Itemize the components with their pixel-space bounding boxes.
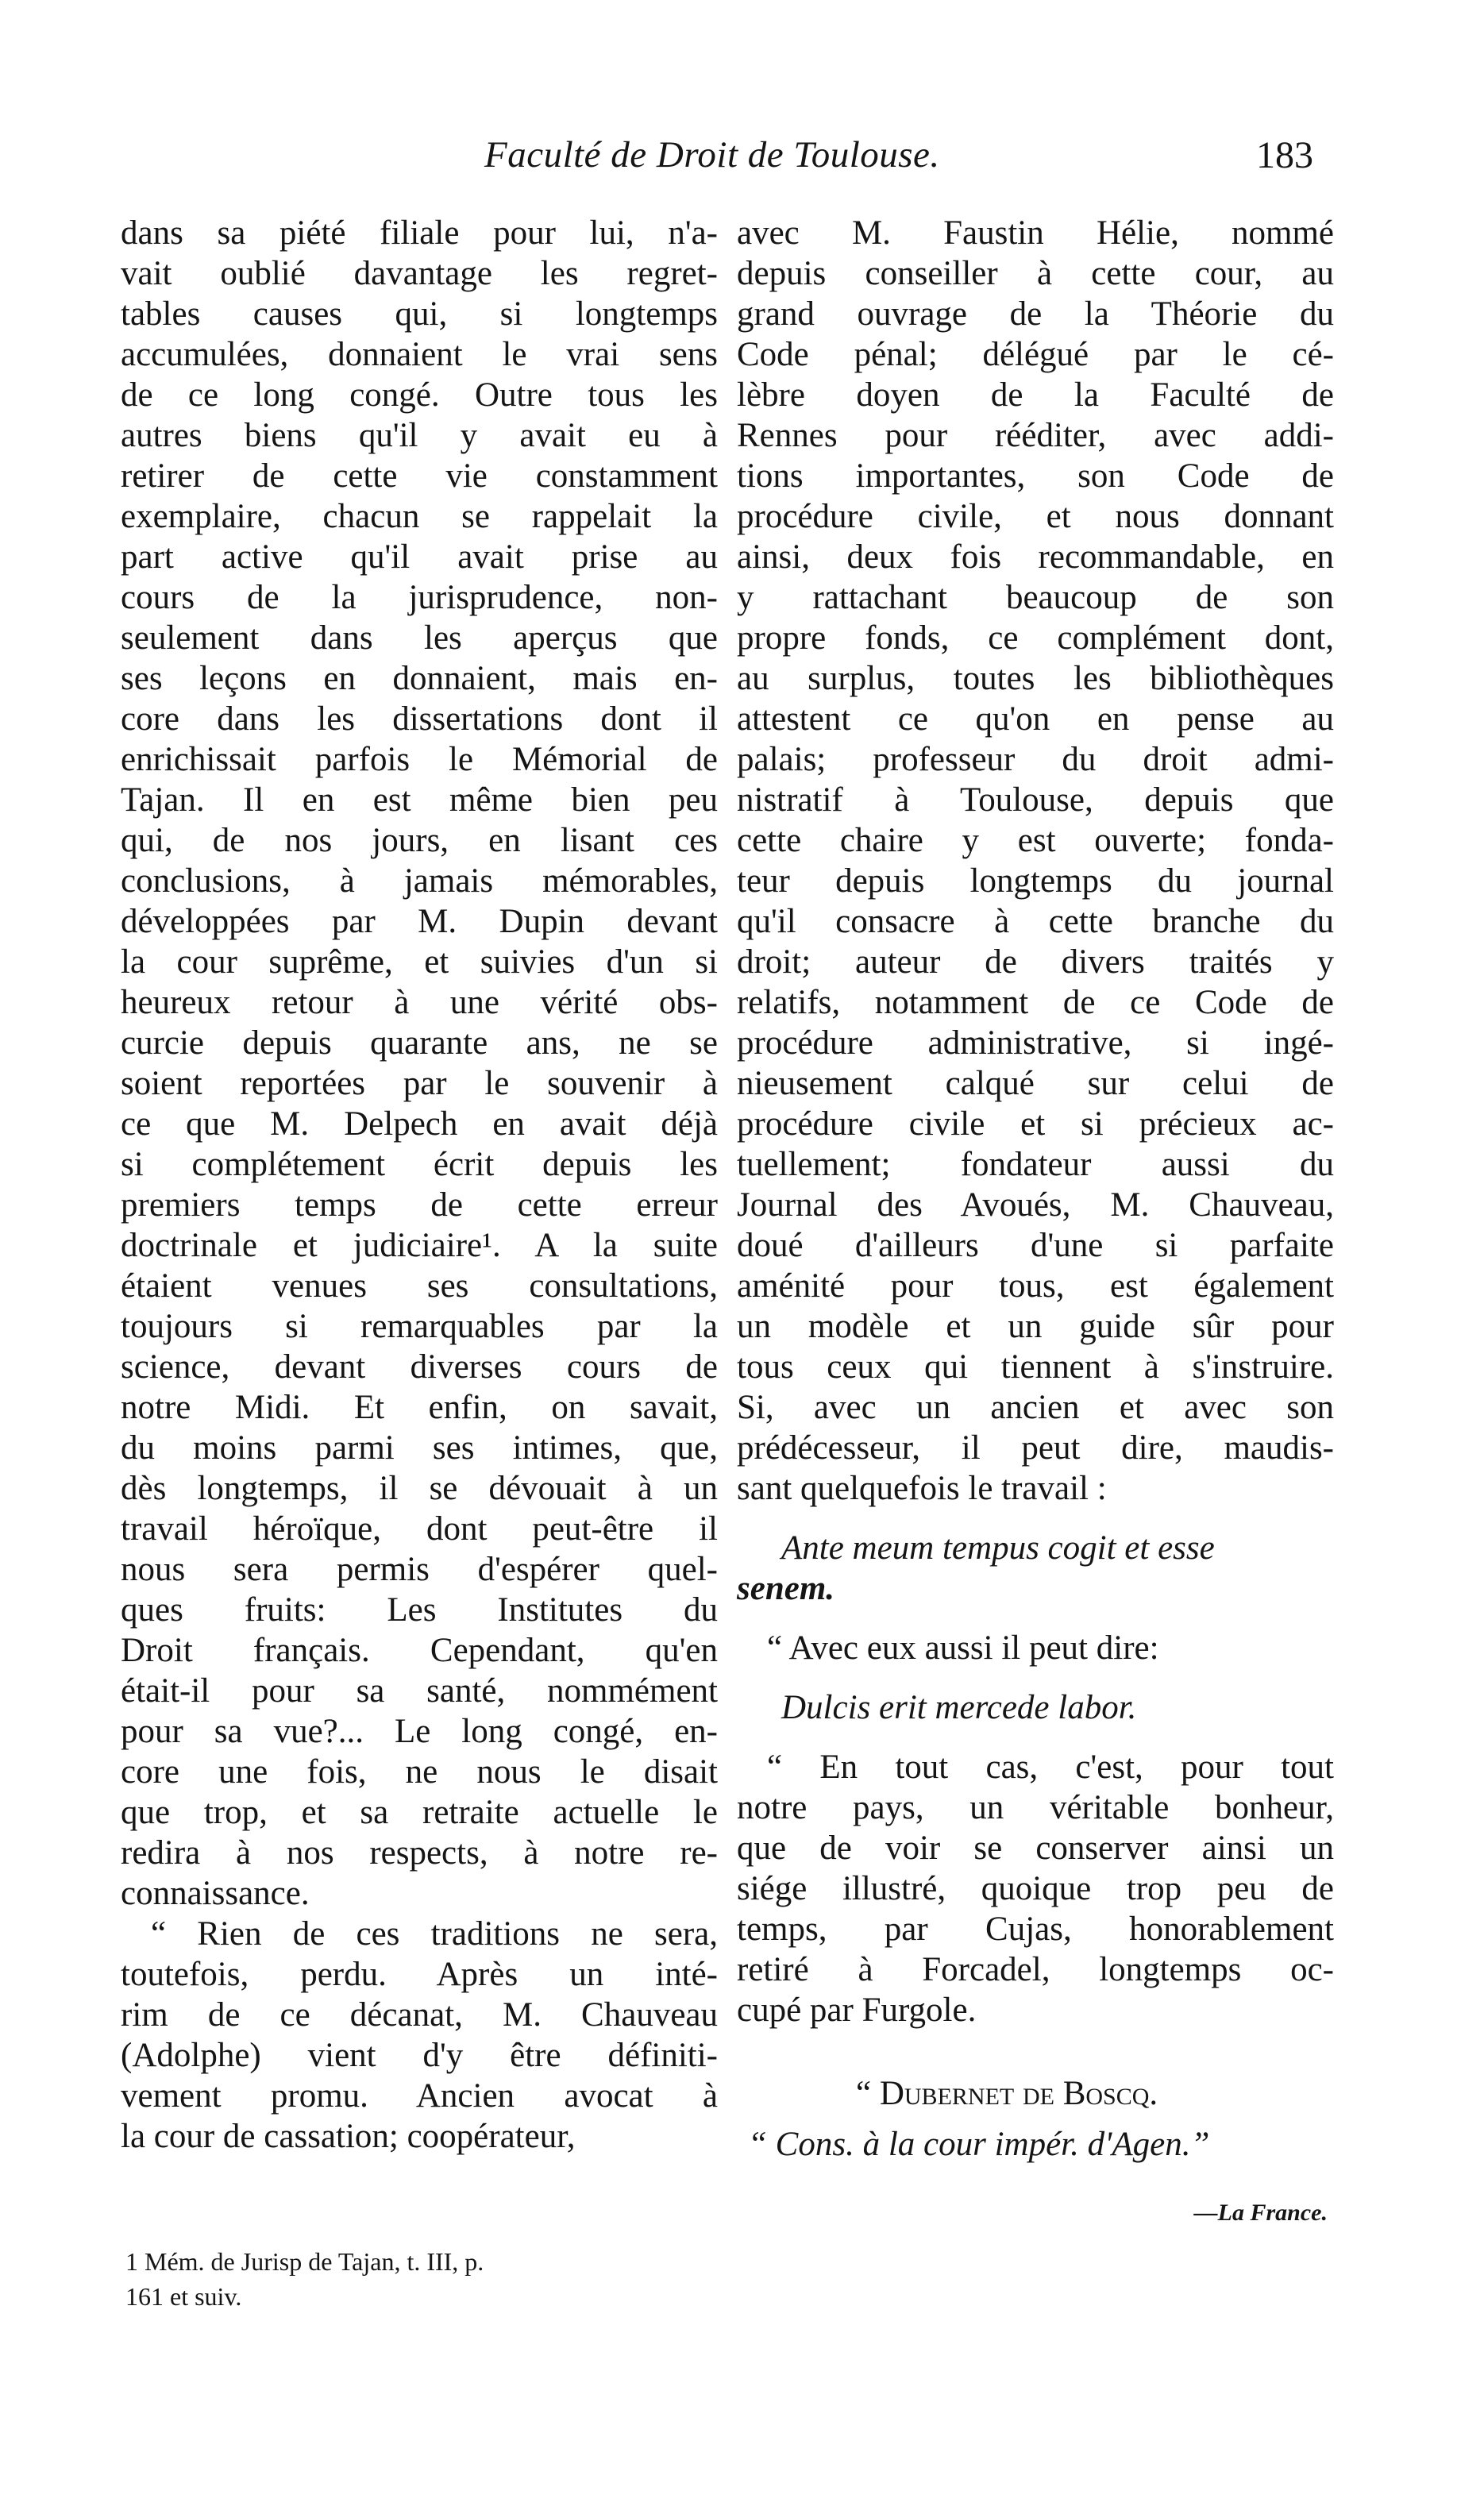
text-line: tuellement; fondateur aussi du bbox=[737, 1146, 1334, 1183]
text-line: aménité pour tous, est également bbox=[737, 1267, 1334, 1305]
text-line: premiers temps de cette erreur bbox=[121, 1186, 718, 1224]
text-line: sant quelquefois le travail : bbox=[737, 1470, 1107, 1507]
text-line: avec M. Faustin Hélie, nommé bbox=[737, 214, 1334, 252]
text-line: cours de la jurisprudence, non- bbox=[121, 579, 718, 616]
text-line: autres biens qu'il y avait eu à bbox=[121, 417, 718, 454]
text-line: un modèle et un guide sûr pour bbox=[737, 1308, 1334, 1345]
text-line: retiré à Forcadel, longtemps oc- bbox=[737, 1951, 1334, 1988]
text-line: seulement dans les aperçus que bbox=[121, 619, 718, 657]
text-line: pour sa vue?... Le long congé, en- bbox=[121, 1713, 718, 1750]
page-header bbox=[0, 133, 1484, 191]
text-line: vement promu. Ancien avocat à bbox=[121, 2077, 718, 2115]
text-line: attestent ce qu'on en pense au bbox=[737, 700, 1334, 738]
text-line: nieusement calqué sur celui de bbox=[737, 1065, 1334, 1102]
text-line: vait oublié davantage les regret- bbox=[121, 255, 718, 292]
text-line: palais; professeur du droit admi- bbox=[737, 741, 1334, 778]
text-line: Code pénal; délégué par le cé- bbox=[737, 336, 1334, 373]
text-line: qu'il consacre à cette branche du bbox=[737, 903, 1334, 940]
text-line: depuis conseiller à cette cour, au bbox=[737, 255, 1334, 292]
text-line: soient reportées par le souvenir à bbox=[121, 1065, 718, 1102]
text-line: teur depuis longtemps du journal bbox=[737, 862, 1334, 900]
text-line: était-il pour sa santé, nommément bbox=[121, 1672, 718, 1710]
text-line: propre fonds, ce complément dont, bbox=[737, 619, 1334, 657]
text-line: temps, par Cujas, honorablement bbox=[737, 1911, 1334, 1948]
text-line: que de voir se conserver ainsi un bbox=[737, 1830, 1334, 1867]
left-paragraph-2 bbox=[121, 1914, 718, 2157]
text-line: ses leçons en donnaient, mais en- bbox=[121, 660, 718, 697]
text-line: (Adolphe) vient d'y être définiti- bbox=[121, 2037, 718, 2074]
text-line: y rattachant beaucoup de son bbox=[737, 579, 1334, 616]
text-line: lèbre doyen de la Faculté de bbox=[737, 376, 1334, 414]
text-line: toutefois, perdu. Après un inté- bbox=[121, 1956, 718, 1993]
text-line: grand ouvrage de la Théorie du bbox=[737, 295, 1334, 333]
text-line: dans sa piété filiale pour lui, n'a- bbox=[121, 214, 718, 252]
text-line: toujours si remarquables par la bbox=[121, 1308, 718, 1345]
text-line: la cour suprême, et suivies d'un si bbox=[121, 943, 718, 981]
latin-quote-line-2: senem. bbox=[737, 1570, 835, 1607]
text-line: du moins parmi ses intimes, que, bbox=[121, 1429, 718, 1467]
text-line: doctrinale et judiciaire¹. A la suite bbox=[121, 1227, 718, 1264]
text-line: Tajan. Il en est même bien peu bbox=[121, 781, 718, 819]
text-line: développées par M. Dupin devant bbox=[121, 903, 718, 940]
footnote-line-2: 161 et suiv. bbox=[125, 2282, 242, 2311]
text-line: cette chaire y est ouverte; fonda- bbox=[737, 822, 1334, 859]
text-line: notre Midi. Et enfin, on savait, bbox=[121, 1389, 718, 1426]
text-line: étaient venues ses consultations, bbox=[121, 1267, 718, 1305]
text-line: nous sera permis d'espérer quel- bbox=[121, 1551, 718, 1588]
footnote-line-1: 1 Mém. de Jurisp de Tajan, t. III, p. bbox=[125, 2247, 484, 2276]
text-line: ainsi, deux fois recommandable, en bbox=[737, 538, 1334, 576]
signature-name: “ Dubernet de Boscq. bbox=[856, 2075, 1158, 2112]
text-line: nistratif à Toulouse, depuis que bbox=[737, 781, 1334, 819]
text-line: relatifs, notamment de ce Code de bbox=[737, 984, 1334, 1021]
running-title: Faculté de Droit de Toulouse. bbox=[484, 134, 940, 175]
text-line: redira à nos respects, à notre re- bbox=[121, 1834, 718, 1872]
signature-title: “ Cons. à la cour impér. d'Agen.” bbox=[748, 2126, 1210, 2163]
text-line: doué d'ailleurs d'une si parfaite bbox=[737, 1227, 1334, 1264]
text-line: de ce long congé. Outre tous les bbox=[121, 376, 718, 414]
left-paragraph-1 bbox=[121, 213, 718, 1914]
text-line: travail héroïque, dont peut-être il bbox=[121, 1510, 718, 1548]
text-line: que trop, et sa retraite actuelle le bbox=[121, 1794, 718, 1831]
text-line: heureux retour à une vérité obs- bbox=[121, 984, 718, 1021]
right-column bbox=[737, 213, 1334, 2237]
text-line: siége illustré, quoique trop peu de bbox=[737, 1870, 1334, 1907]
text-line: ce que M. Delpech en avait déjà bbox=[121, 1105, 718, 1143]
latin-quote-line-1: Ante meum tempus cogit et esse bbox=[781, 1529, 1215, 1567]
text-line: tous ceux qui tiennent à s'instruire. bbox=[737, 1348, 1334, 1386]
text-line: Rennes pour rééditer, avec addi- bbox=[737, 417, 1334, 454]
text-line: “ Rien de ces traditions ne sera, bbox=[151, 1915, 718, 1953]
text-line: au surplus, toutes les bibliothèques bbox=[737, 660, 1334, 697]
source-credit: —La France. bbox=[1193, 2200, 1328, 2226]
right-paragraph-3 bbox=[737, 1747, 1334, 2030]
text-line: procédure civile, et nous donnant bbox=[737, 498, 1334, 535]
text-line: part active qu'il avait prise au bbox=[121, 538, 718, 576]
text-line: si complétement écrit depuis les bbox=[121, 1146, 718, 1183]
text-line: droit; auteur de divers traités y bbox=[737, 943, 1334, 981]
text-line: Droit français. Cependant, qu'en bbox=[121, 1632, 718, 1669]
avec-eux-line: “ Avec eux aussi il peut dire: bbox=[767, 1629, 1159, 1667]
text-line: dès longtemps, il se dévouait à un bbox=[121, 1470, 718, 1507]
text-line: Si, avec un ancien et avec son bbox=[737, 1389, 1334, 1426]
footnote bbox=[125, 2244, 713, 2314]
text-line: science, devant diverses cours de bbox=[121, 1348, 718, 1386]
text-line: procédure civile et si précieux ac- bbox=[737, 1105, 1334, 1143]
text-line: “ En tout cas, c'est, pour tout bbox=[767, 1749, 1334, 1786]
text-line: notre pays, un véritable bonheur, bbox=[737, 1789, 1334, 1826]
text-line: ques fruits: Les Institutes du bbox=[121, 1591, 718, 1629]
text-line: retirer de cette vie constamment bbox=[121, 457, 718, 495]
text-line: core dans les dissertations dont il bbox=[121, 700, 718, 738]
text-line: prédécesseur, il peut dire, maudis- bbox=[737, 1429, 1334, 1467]
right-paragraph-1 bbox=[737, 213, 1334, 1509]
text-line: la cour de cassation; coopérateur, bbox=[121, 2118, 576, 2155]
text-line: procédure administrative, si ingé- bbox=[737, 1024, 1334, 1062]
text-line: connaissance. bbox=[121, 1875, 310, 1912]
text-line: accumulées, donnaient le vrai sens bbox=[121, 336, 718, 373]
text-line: Journal des Avoués, M. Chauveau, bbox=[737, 1186, 1334, 1224]
text-line: conclusions, à jamais mémorables, bbox=[121, 862, 718, 900]
latin-quote-2: Dulcis erit mercede labor. bbox=[781, 1689, 1137, 1726]
text-line: curcie depuis quarante ans, ne se bbox=[121, 1024, 718, 1062]
text-line: core une fois, ne nous le disait bbox=[121, 1753, 718, 1791]
text-line: tions importantes, son Code de bbox=[737, 457, 1334, 495]
page-number: 183 bbox=[1256, 134, 1313, 176]
left-column bbox=[121, 213, 718, 2157]
text-line: enrichissait parfois le Mémorial de bbox=[121, 741, 718, 778]
text-line: qui, de nos jours, en lisant ces bbox=[121, 822, 718, 859]
text-line: tables causes qui, si longtemps bbox=[121, 295, 718, 333]
text-line: cupé par Furgole. bbox=[737, 1992, 977, 2029]
text-line: rim de ce décanat, M. Chauveau bbox=[121, 1996, 718, 2034]
text-line: exemplaire, chacun se rappelait la bbox=[121, 498, 718, 535]
